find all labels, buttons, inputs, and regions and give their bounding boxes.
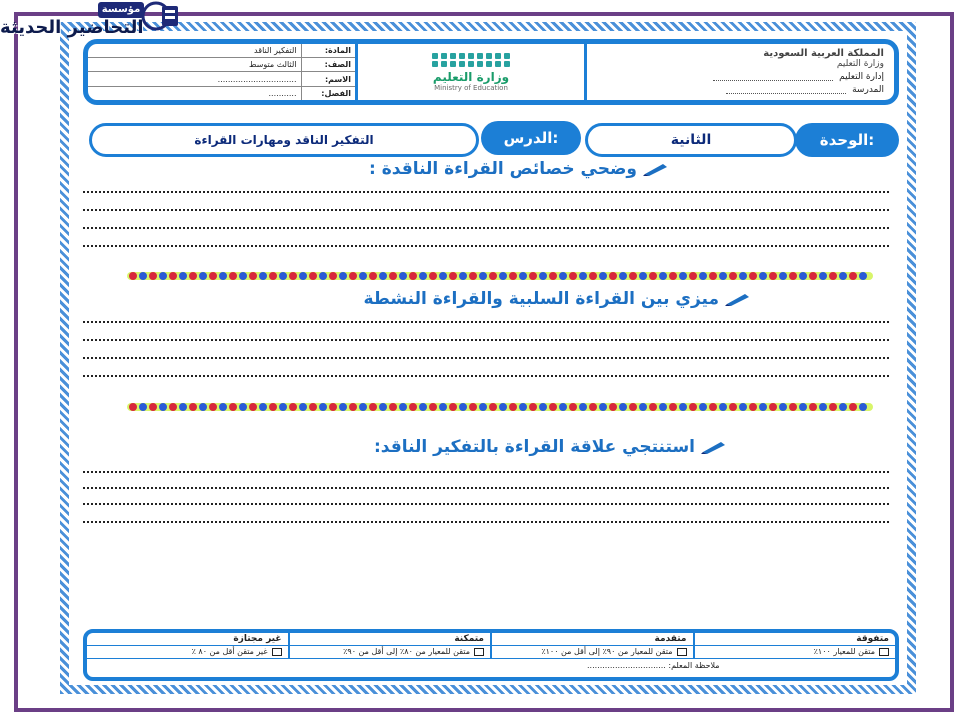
name-field[interactable]: ............................... (88, 72, 301, 86)
logo-mark-icon (140, 0, 182, 36)
field-value: التفكير الناقد (88, 44, 301, 58)
pencil-icon (643, 162, 669, 176)
lesson-value: التفكير الناقد ومهارات القراءة (89, 123, 479, 157)
field-key: الفصل: (301, 86, 355, 100)
table-row (88, 44, 355, 58)
answer-line[interactable] (83, 245, 889, 247)
ministry-name-en: Ministry of Education (434, 83, 508, 92)
question-2 (363, 289, 751, 309)
level-name: متفوقة (695, 633, 896, 646)
rubric-level (693, 633, 896, 658)
pencil-icon (701, 440, 727, 454)
edu-admin-field[interactable] (713, 73, 833, 81)
level-name: متمكنة (290, 633, 491, 646)
header-ministry-info (584, 44, 894, 100)
answer-line[interactable] (83, 191, 889, 193)
answer-line[interactable] (83, 339, 889, 341)
answer-line[interactable] (83, 471, 889, 473)
publisher-logo (0, 0, 182, 42)
ministry-name-ar: وزارة التعليم (432, 69, 510, 84)
rubric-level (87, 633, 288, 658)
level-checkbox[interactable] (474, 648, 484, 656)
worksheet-header (83, 39, 899, 105)
lesson-label: الدرس: (481, 121, 581, 155)
teacher-notes[interactable]: ملاحظة المعلم: ............................... (587, 661, 720, 670)
bead-divider (127, 401, 873, 413)
level-checkbox[interactable] (879, 648, 889, 656)
school-field[interactable] (726, 86, 846, 94)
student-info-table (88, 44, 358, 100)
answer-line[interactable] (83, 487, 889, 489)
assessment-rubric (83, 629, 899, 681)
answer-line[interactable] (83, 227, 889, 229)
level-criterion: متقن للمعيار من ٨٠٪ إلى أقل من ٩٠٪ (343, 647, 470, 656)
unit-label: الوحدة: (795, 123, 899, 157)
question-text: استنتجي علاقة القراءة بالتفكير الناقد: (373, 437, 695, 457)
answer-line[interactable] (83, 357, 889, 359)
question-text: ميزي بين القراءة السلبية والقراءة النشطة (363, 289, 719, 309)
answer-line[interactable] (83, 209, 889, 211)
logo-main-text: التحاضير الحديثة (0, 17, 144, 38)
rubric-level (490, 633, 693, 658)
answer-line[interactable] (83, 503, 889, 505)
field-key: المادة: (301, 44, 355, 58)
answer-line[interactable] (83, 521, 889, 523)
ministry-logo-icon (432, 53, 511, 67)
level-criterion: غير متقن أقل من ٨٠ ٪ (191, 647, 268, 656)
level-criterion: متقن للمعيار من ٩٠٪ إلى أقل من ١٠٠٪ (541, 647, 673, 656)
class-field[interactable]: ........... (268, 88, 297, 98)
kingdom-title: المملكة العربية السعودية (763, 48, 884, 59)
level-checkbox[interactable] (677, 648, 687, 656)
bead-divider (127, 270, 873, 282)
ministry-logo (358, 44, 584, 100)
unit-value: الثانية (585, 123, 797, 157)
table-row (88, 72, 355, 86)
level-name: غير مجتازة (87, 633, 288, 646)
answer-line[interactable] (83, 321, 889, 323)
kingdom-subtitle: وزارة التعليم (836, 59, 884, 69)
pencil-icon (725, 292, 751, 306)
worksheet (60, 22, 916, 694)
question-3 (374, 437, 727, 457)
logo-top-text: مؤسسة (98, 2, 144, 18)
question-1 (369, 159, 669, 179)
level-checkbox[interactable] (272, 648, 282, 656)
field-key: الاسم: (301, 72, 355, 86)
edu-admin-label: إدارة التعليم (839, 72, 884, 82)
answer-line[interactable] (83, 375, 889, 377)
table-row (88, 58, 355, 72)
field-value: الثالث متوسط (88, 58, 301, 72)
table-row (88, 86, 355, 100)
school-label: المدرسة (852, 85, 884, 95)
field-key: الصف: (301, 58, 355, 72)
question-text: وضحي خصائص القراءة الناقدة : (369, 159, 637, 179)
level-name: متقدمة (492, 633, 693, 646)
rubric-level (288, 633, 491, 658)
level-criterion: متقن للمعيار ١٠٠٪ (813, 647, 875, 656)
